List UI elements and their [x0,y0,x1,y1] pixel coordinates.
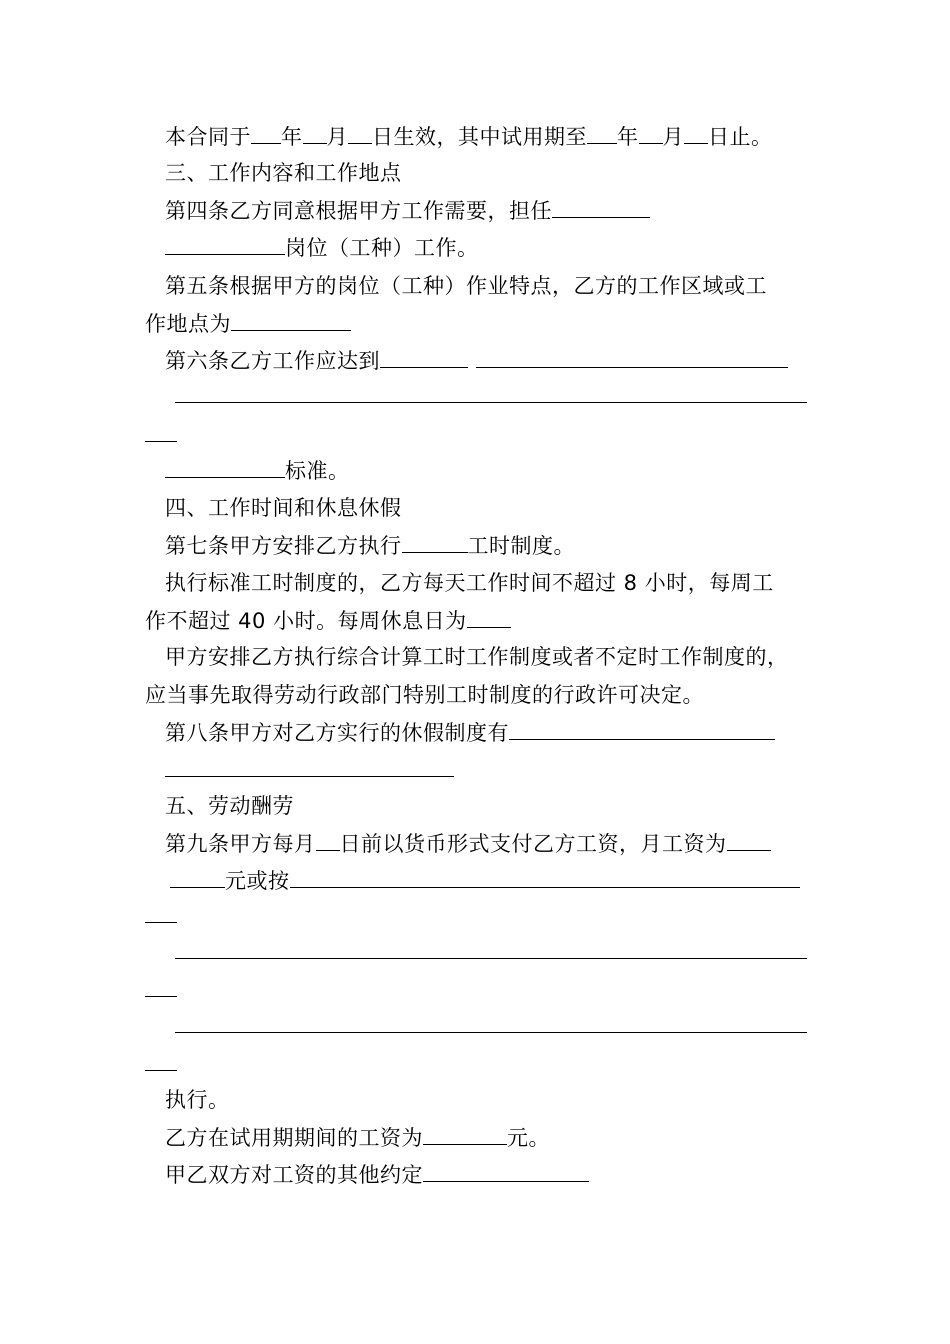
year-blank [587,121,617,144]
text-segment: 第八条甲方对乙方实行的休假制度有 [165,721,509,745]
month-blank [639,121,663,144]
day-blank [684,121,708,144]
position-blank [552,195,650,218]
position-blank [165,232,285,255]
standard-blank [380,345,468,368]
rest-day-blank [467,605,511,628]
text-segment: 标准。 [285,459,350,483]
blank-rule [145,1070,177,1071]
text-segment: 岗位（工种）工作。 [285,236,479,260]
text-segment: 作地点为 [145,312,231,336]
probation-salary-line [165,1122,550,1153]
text-segment: 工时制度。 [467,534,575,558]
text-segment: 甲乙双方对工资的其他约定 [165,1163,423,1187]
section-heading: 四、工作时间和休息休假 [165,496,402,520]
text-segment: 元。 [507,1126,550,1150]
year-blank [251,121,281,144]
text-segment: 作不超过 40 小时。每周休息日为 [145,609,467,633]
article-6-continued [165,455,350,486]
text-segment: 本合同于 [165,125,251,149]
leave-policy-blank [509,717,775,740]
standard-blank [165,455,285,478]
other-terms-blank [423,1159,589,1182]
text-segment: 月 [662,125,684,149]
other-salary-terms-line [165,1159,589,1190]
section-heading: 三、工作内容和工作地点 [165,161,402,185]
article-6-line [165,345,788,376]
article-8-line [165,717,775,748]
text-segment: 乙方在试用期期间的工资为 [165,1126,423,1150]
text-segment: 第四条乙方同意根据甲方工作需要，担任 [165,199,552,223]
flexible-hours-continued: 应当事先取得劳动行政部门特别工时制度的行政许可决定。 [145,683,704,707]
blank-rule [175,1032,807,1033]
month-blank [303,121,327,144]
execute-line: 执行。 [165,1088,230,1112]
flexible-hours-line: 甲方安排乙方执行综合计算工时工作制度或者不定时工作制度的， [165,645,789,669]
text-segment: 第六条乙方工作应达到 [165,349,380,373]
effective-date-line [165,121,773,152]
text-segment: 月 [326,125,348,149]
text-segment: 日止。 [708,125,773,149]
blank-rule [145,996,177,997]
standard-hours-line: 执行标准工时制度的，乙方每天工作时间不超过 8 小时，每周工 [165,571,774,595]
work-location-blank [231,308,351,331]
article-4-line [165,195,650,226]
article-5-continued [145,308,351,339]
text-segment: 年 [617,125,639,149]
text-segment: 元或按 [225,869,290,893]
standard-blank [476,345,788,368]
salary-method-blank [290,865,800,888]
article-9-continued [165,865,800,896]
text-segment: 年 [281,125,303,149]
text-segment: 第九条甲方每月 [165,832,316,856]
section-heading: 五、劳动酬劳 [165,794,294,818]
probation-salary-blank [423,1122,507,1145]
blank-rule [165,776,454,777]
article-4-continued [165,232,479,263]
article-7-line [165,530,575,561]
standard-hours-continued [145,605,511,636]
text-segment: 第七条甲方安排乙方执行 [165,534,402,558]
article-5-line: 第五条根据甲方的岗位（工种）作业特点，乙方的工作区域或工 [165,274,767,298]
work-hours-blank [402,530,468,553]
pay-day-blank [316,828,340,851]
article-9-line [165,828,771,859]
blank-rule [145,441,177,442]
blank-rule [145,922,177,923]
day-blank [348,121,372,144]
blank-rule [175,958,807,959]
blank-rule [175,402,807,403]
text-segment: 日生效，其中试用期至 [372,125,587,149]
salary-blank [170,865,225,888]
salary-blank [727,828,771,851]
text-segment: 日前以货币形式支付乙方工资，月工资为 [339,832,727,856]
